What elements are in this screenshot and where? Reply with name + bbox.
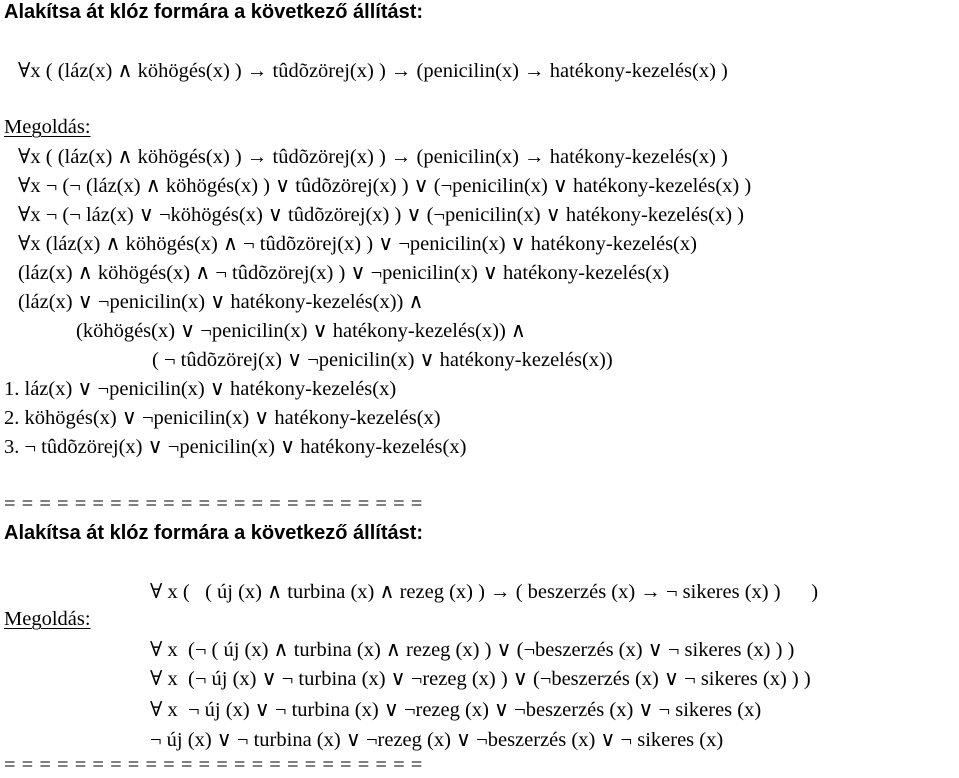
step-5: (láz(x) ∧ köhögés(x) ∧ ¬ tûdõzörej(x) ) ∨ ¬penicilin(x) ∨ hatékony-kezelés(x) <box>18 262 670 284</box>
step-2: ∀x ¬ (¬ (láz(x) ∧ köhögés(x) ) ∨ tûdõzörej(x) ) ∨ (¬penicilin(x) ∨ hatékony-kezelés(x) ) <box>18 175 752 197</box>
step-8: ( ¬ tûdõzörej(x) ∨ ¬penicilin(x) ∨ hatékony-kezelés(x)) <box>152 349 613 371</box>
heading-1: Alakítsa át klóz formára a következő állítást: <box>4 1 424 23</box>
step-4: ∀x (láz(x) ∧ köhögés(x) ∧ ¬ tûdõzörej(x) ) ∨ ¬penicilin(x) ∨ hatékony-kezelés(x) <box>18 233 697 255</box>
heading-2: Alakítsa át klóz formára a következő állítást: <box>4 522 424 544</box>
clause-2: 2. köhögés(x) ∨ ¬penicilin(x) ∨ hatékony-kezelés(x) <box>4 407 441 429</box>
step-3: ∀x ¬ (¬ láz(x) ∨ ¬köhögés(x) ∨ tûdõzörej(x) ) ∨ (¬penicilin(x) ∨ hatékony-kezelés(x) ) <box>18 204 744 226</box>
clause-3: 3. ¬ tûdõzörej(x) ∨ ¬penicilin(x) ∨ hatékony-kezelés(x) <box>4 436 467 458</box>
statement-2: ∀ x ( ( új (x) ∧ turbina (x) ∧ rezeg (x) ) → ( beszerzés (x) → ¬ sikeres (x) ) ) <box>150 581 819 603</box>
step2-2: ∀ x (¬ új (x) ∨ ¬ turbina (x) ∨ ¬rezeg (x) ) ∨ (¬beszerzés (x) ∨ ¬ sikeres (x) ) ) <box>150 668 811 690</box>
step2-4: ¬ új (x) ∨ ¬ turbina (x) ∨ ¬rezeg (x) ∨ ¬beszerzés (x) ∨ ¬ sikeres (x) <box>150 729 724 751</box>
step-1: ∀x ( (láz(x) ∧ köhögés(x) ) → tûdõzörej(x) ) → (penicilin(x) → hatékony-kezelés(x) ) <box>18 146 728 168</box>
step2-1: ∀ x (¬ ( új (x) ∧ turbina (x) ∧ rezeg (x) ) ∨ (¬beszerzés (x) ∨ ¬ sikeres (x) ) ) <box>150 639 795 661</box>
separator-1: = = = = = = = = = = = = = = = = = = = = = = = = <box>4 493 423 515</box>
statement-1: ∀x ( (láz(x) ∧ köhögés(x) ) → tûdõzörej(x) ) → (penicilin(x) → hatékony-kezelés(x) ) <box>18 60 728 82</box>
solution-label-1: Megoldás: <box>4 116 91 138</box>
clause-1: 1. láz(x) ∨ ¬penicilin(x) ∨ hatékony-kezelés(x) <box>4 378 397 400</box>
separator-2: = = = = = = = = = = = = = = = = = = = = = = = = <box>4 754 423 776</box>
solution-label-2: Megoldás: <box>4 608 91 630</box>
step-6: (láz(x) ∨ ¬penicilin(x) ∨ hatékony-kezelés(x)) ∧ <box>18 291 424 313</box>
step-7: (köhögés(x) ∨ ¬penicilin(x) ∨ hatékony-kezelés(x)) ∧ <box>76 320 526 342</box>
step2-3: ∀ x ¬ új (x) ∨ ¬ turbina (x) ∨ ¬rezeg (x) ∨ ¬beszerzés (x) ∨ ¬ sikeres (x) <box>150 699 762 721</box>
